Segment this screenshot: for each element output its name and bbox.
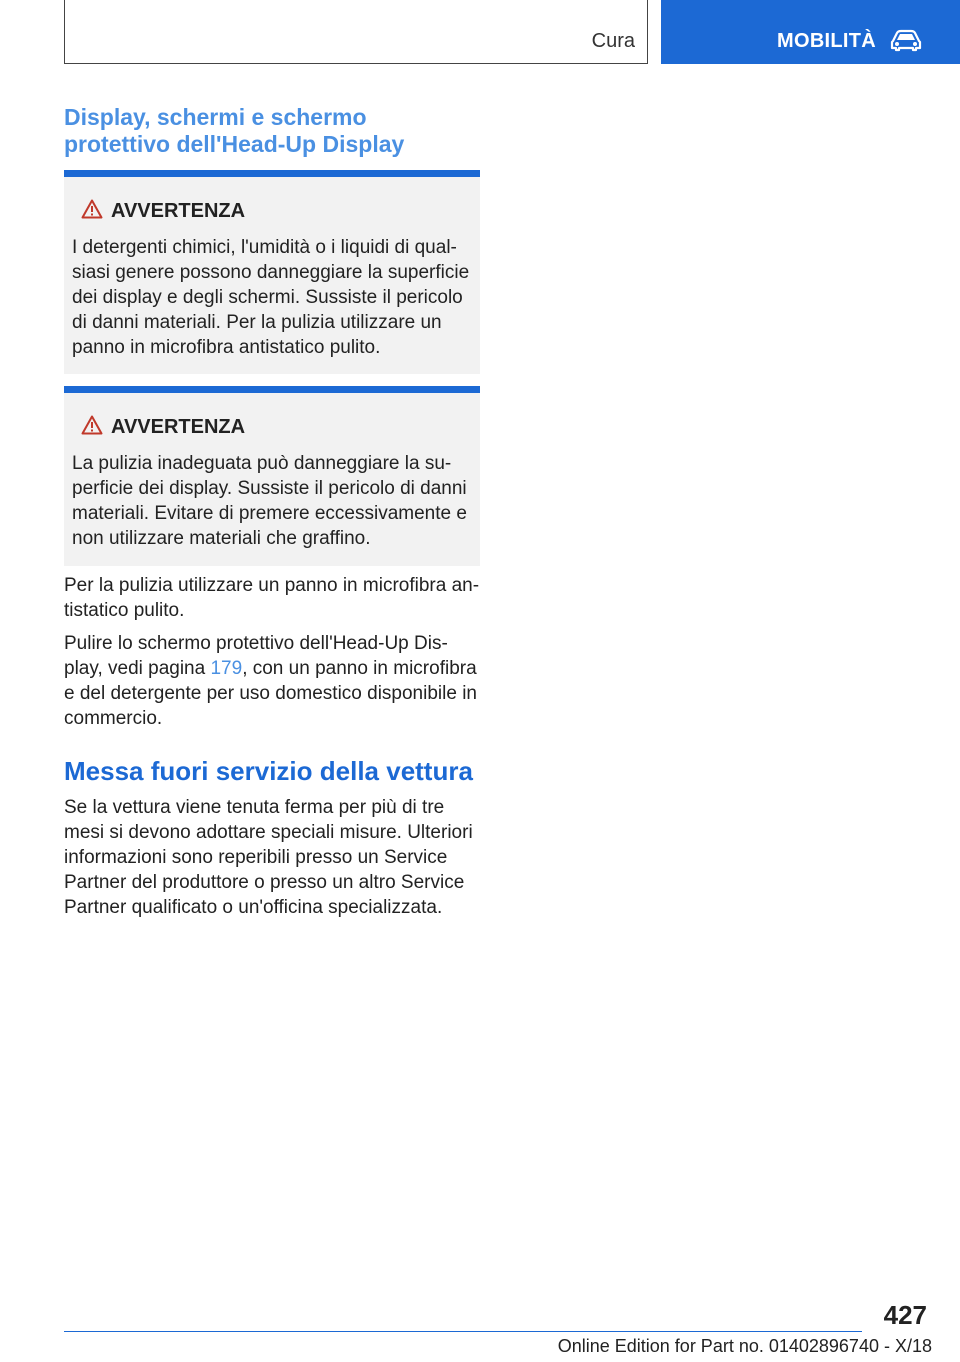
warning-head [72,393,472,451]
warning-box-2 [64,386,480,566]
section-title [64,104,494,158]
paragraph-cleaning: Per la pulizia utilizzare un panno in microfibra antistatico pulito. [64,575,480,621]
page-number: 427 [883,1300,927,1330]
warning-triangle-icon [81,199,103,219]
footer-divider [64,1331,862,1332]
car-icon [889,28,923,52]
header-section-label: Cura [591,30,635,52]
chapter-label: MOBILITÀ [777,30,877,52]
section-title-line-1: Display, schermi e schermo [64,104,367,130]
paragraph-text: Pulire lo schermo protettivo dell'Head-Up Display, vedi pagina [64,633,448,679]
heading-decommission: Messa fuori servizio della vettura [64,756,473,786]
footer-edition-text: Online Edition for Part no. 01402896740 - X/18 [557,1336,932,1356]
section-title-line-2: protettivo dell'Head-Up Display [64,131,405,157]
warning-title: AVVERTENZA [111,416,246,438]
paragraph-text: , con un panno in microfibra e del detergente per uso domestico disponibile in commercio. [64,658,477,729]
warning-triangle-icon [81,415,103,435]
paragraph-decommission: Se la vettura viene tenuta ferma per più di tre mesi si devono adottare speciali misure. Ulteriori informazioni sono reperibili presso un Service Partner del produttore o presso un altro Service Partner qualificato o un'officina specializzata. [64,797,473,918]
page-link[interactable]: 179 [210,658,243,679]
header-chapter-tab [661,0,960,64]
header-section-box [64,0,648,64]
warning-text: I detergenti chimici, l'umidità o i liquidi di qualsiasi genere possono danneggiare la superficie dei display e degli schermi. Sussiste il pericolo di danni materiali. Per la pulizia utilizzare un panno in microfibra antistatico pulito. [72,237,470,358]
warning-box-1 [64,170,480,374]
warning-head [72,177,472,235]
warning-title: AVVERTENZA [111,200,246,222]
paragraph-hud-cleaning [64,631,480,731]
warning-text: La pulizia inadeguata può danneggiare la superficie dei display. Sussiste il pericolo di danni materiali. Evitare di premere eccessivamente e non utilizzare materiali che graffino. [72,453,467,549]
